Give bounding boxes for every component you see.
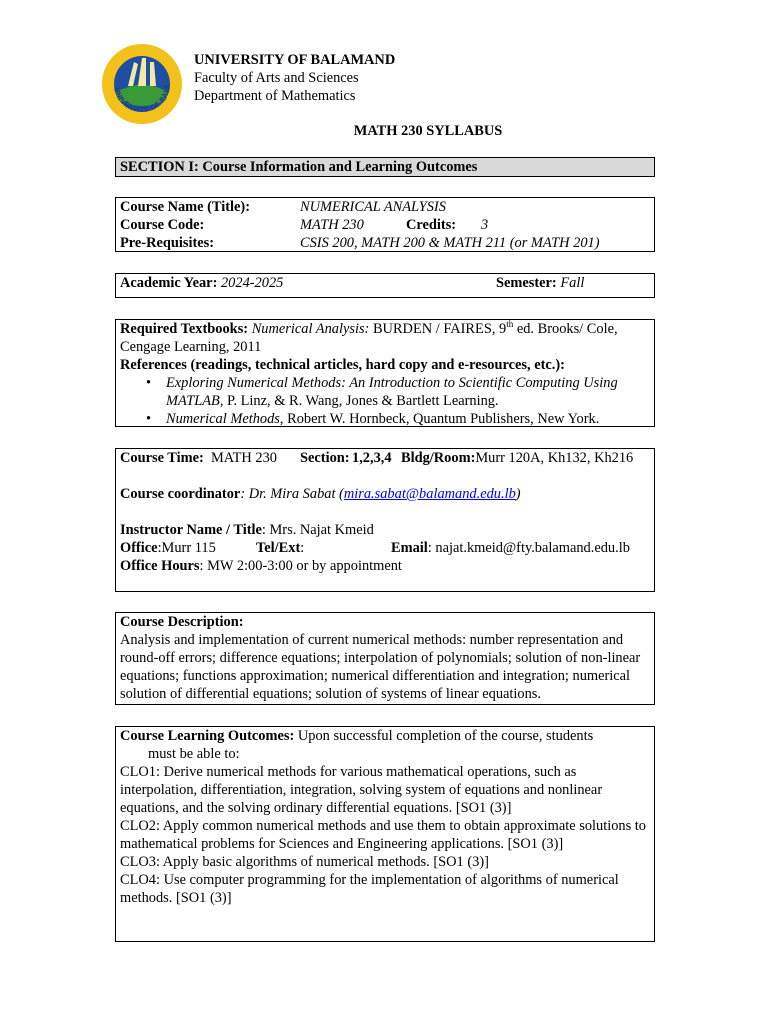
semester-value: Fall — [560, 275, 585, 291]
learning-outcomes-box — [115, 726, 655, 942]
logo-text: UNIVERSITY OF BALA — [112, 83, 173, 115]
clo1: CLO1: Derive numerical methods for various mathematical operations, such as interpolation, differentiation, integration, solving system of equations and nonlinear equations, and the solving ordinary differential equations. [SO1 (3)] — [120, 764, 603, 816]
coordinator-email-link[interactable]: mira.sabat@balamand.edu.lb — [343, 486, 516, 502]
office-hours-label: Office Hours — [120, 558, 200, 574]
page-title: MATH 230 SYLLABUS — [353, 123, 503, 139]
textbook-edition-sup: th — [506, 319, 514, 330]
textbook-publisher: ed. Brooks/ Cole, Cengage Learning, 2011 — [120, 321, 618, 355]
academic-year-label: Academic Year: — [120, 275, 218, 291]
textbooks-box — [115, 319, 655, 427]
course-time-box — [115, 448, 655, 592]
reference-2-details: , Robert W. Hornbeck, Quantum Publishers, New York. — [279, 411, 600, 427]
course-code-value: MATH 230 — [300, 217, 364, 233]
description-label: Course Description: — [120, 614, 244, 630]
description-text: Analysis and implementation of current numerical methods: number representation and round-off errors; difference equations; interpolation of polynomials; solution of non-linear equations; functions approximation; numerical differentiation and integration; numerical solution of differential equations; solution of systems of linear equations. — [120, 632, 641, 702]
outcomes-intro: Upon successful completion of the course, students — [294, 728, 594, 744]
semester-label: Semester: — [496, 275, 557, 291]
course-code-label: Course Code: — [120, 217, 205, 233]
course-name-value: NUMERICAL ANALYSIS — [300, 199, 446, 215]
textbooks-label: Required Textbooks: — [120, 321, 249, 337]
prereq-label: Pre-Requisites: — [120, 235, 215, 251]
credits-label: Credits: — [406, 217, 457, 233]
clo4: CLO4: Use computer programming for the implementation of algorithms of numerical methods. [SO1 (3)] — [120, 872, 619, 906]
list-item — [166, 410, 650, 428]
textbook-title: Numerical Analysis: — [251, 321, 370, 337]
academic-year-box — [115, 273, 655, 298]
instructor-value: : Mrs. Najat Kmeid — [261, 522, 374, 538]
email-label: Email — [391, 540, 428, 556]
bldg-value: Murr 120A, Kh132, Kh216 — [475, 450, 634, 466]
tel-value: : — [300, 540, 305, 556]
bldg-label: Bldg/Room: — [401, 450, 476, 466]
instructor-label: Instructor Name / Title — [120, 522, 262, 538]
list-item — [166, 374, 650, 410]
section-value: 1,2,3,4 — [352, 450, 392, 466]
course-time-label: Course Time: — [120, 450, 204, 466]
faculty-name: Faculty of Arts and Sciences — [194, 70, 359, 86]
section-label: Section: — [300, 450, 350, 466]
reference-2-title: Numerical Methods — [166, 411, 280, 427]
coordinator-suffix: ) — [515, 486, 521, 502]
clo2: CLO2: Apply common numerical methods and use them to obtain approximate solutions to mathematical problems for Sciences and Engineering applications. [SO1 (3)] — [120, 818, 646, 852]
university-logo — [100, 42, 184, 126]
department-name: Department of Mathematics — [194, 88, 356, 104]
university-name: UNIVERSITY OF BALAMAND — [194, 52, 396, 68]
outcomes-label: Course Learning Outcomes: — [120, 728, 295, 744]
university-header — [194, 51, 395, 105]
email-value: : najat.kmeid@fty.balamand.edu.lb — [427, 540, 630, 556]
course-time-course: MATH 230 — [211, 450, 277, 466]
credits-value: 3 — [481, 217, 489, 233]
course-description-box — [115, 612, 655, 705]
references-label: References (readings, technical articles, hard copy and e-resources, etc.): — [120, 357, 565, 373]
office-label: Office — [120, 540, 158, 556]
office-value: :Murr 115 — [157, 540, 216, 556]
references-list — [120, 374, 650, 428]
tel-label: Tel/Ext — [256, 540, 301, 556]
textbook-author: BURDEN / FAIRES, 9 — [369, 321, 507, 337]
office-hours-value: : MW 2:00-3:00 or by appointment — [199, 558, 402, 574]
reference-1-details: , P. Linz, & R. Wang, Jones & Bartlett Learning. — [219, 393, 499, 409]
clo3: CLO3: Apply basic algorithms of numerical methods. [SO1 (3)] — [120, 854, 489, 870]
reference-1-title: Exploring Numerical Methods: An Introduction to Scientific Computing Using MATLAB — [166, 375, 618, 409]
prereq-value: CSIS 200, MATH 200 & MATH 211 (or MATH 201) — [300, 235, 600, 251]
course-name-label: Course Name (Title): — [120, 199, 251, 215]
outcomes-intro-cont: must be able to: — [148, 746, 240, 762]
coordinator-label: Course coordinator — [120, 486, 241, 502]
course-info-box — [115, 197, 655, 252]
coordinator-name: : Dr. Mira Sabat ( — [240, 486, 344, 502]
academic-year-value: 2024-2025 — [220, 275, 284, 291]
section-header: SECTION I: Course Information and Learning Outcomes — [115, 157, 655, 177]
